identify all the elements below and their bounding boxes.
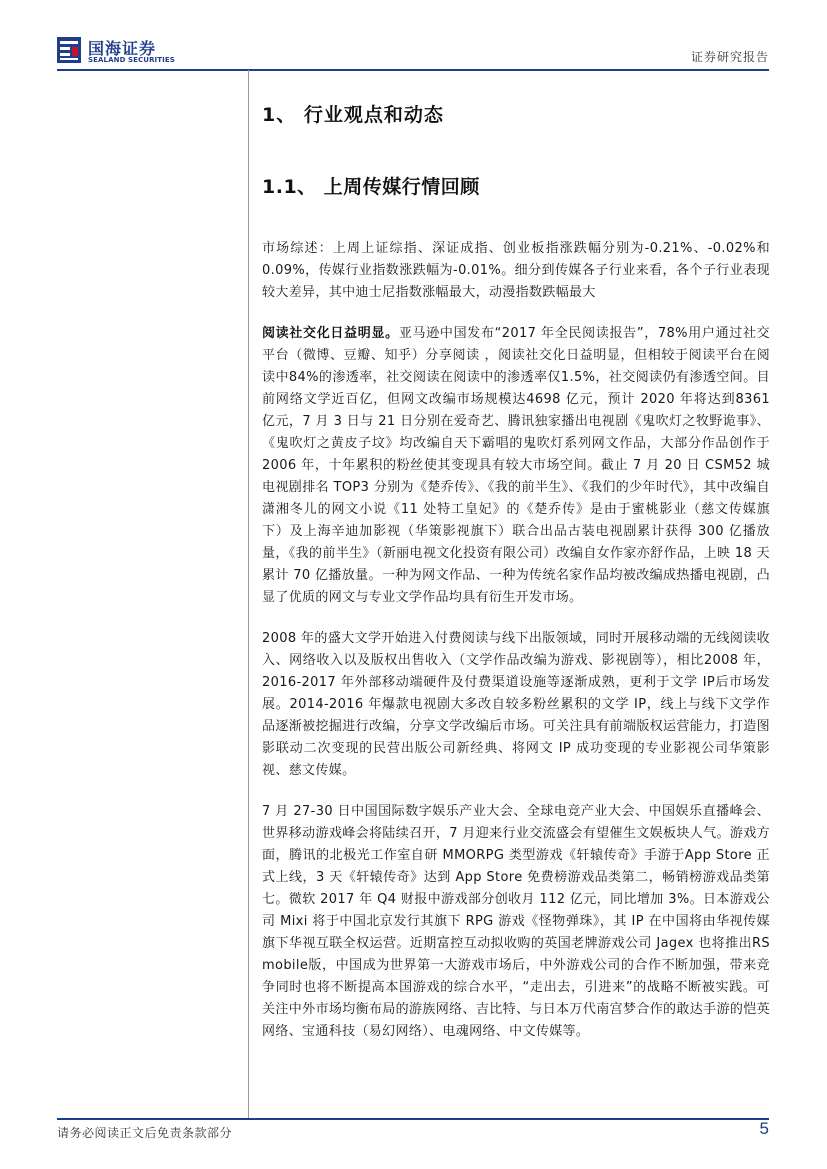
logo-en-text: SEALAND SECURITIES [88, 56, 175, 64]
gaming-paragraph: 7 月 27-30 日中国国际数字娱乐产业大会、全球电竞产业大会、中国娱乐直播峰会、世界移动游戏峰会将陆续召开，7 月迎来行业交流盛会有望催生文娱板块人气。游戏方面，腾讯的北极光工作室自研 MMORPG 类型游戏《轩辕传奇》手游于App Store 正式上线，3 天《轩辕传奇》达到 App Store 免费榜游戏品类第二，畅销榜游戏品类第七。微软 2017 年 Q4 财报中游戏部分创收月 112 亿元，同比增加 3%。日本游戏公司 Mixi 将于中国北京发行其旗下 RPG 游戏《怪物弹珠》，其 IP 在中国将由华视传媒旗下华视互联全权运营。近期富控互动拟收购的英国老牌游戏公司 Jagex 也将推出RS mobile版，中国成为世界第一大游戏市场后，中外游戏公司的合作不断加强，带来竞争同时也将不断提高本国游戏的综合水平，“走出去，引进来”的战略不断被实践。可关注中外市场均衡布局的游族网络、吉比特、与日本万代南宫梦合作的敢达手游的恺英网络、宝通科技（易幻网络）、电魂网络、中文传媒等。 [262, 804, 770, 1039]
report-type-label: 证券研究报告 [690, 50, 769, 64]
logo-cn-text: 国海证券 [88, 39, 157, 58]
paragraph-body: 亚马逊中国发布“2017 年全民阅读报告”，78%用户通过社交平台（微博、豆瓣、知乎）分享阅读 ，阅读社交化日益明显，但相较于阅读平台在阅读中84%的渗透率，社交阅读在阅读中的渗透率仅1.5%，社交阅读仍有渗透空间。目前网络文学近百亿，但网文改编市场规模达4698 亿元，预计 2020 年将达到8361 亿元，7 月 3 日与 21 日分别在爱奇艺、腾讯独家播出电视剧《鬼吹灯之牧野诡事》、《鬼吹灯之黄皮子坟》均改编自天下霸唱的鬼吹灯系列网文作品，大部分作品创作于 2006 年，十年累积的粉丝使其变现具有较大市场空间。截止 7 月 20 日 CSM52 城电视剧排名 TOP3 分别为《楚乔传》、《我的前半生》、《我们的少年时代》，其中改编自潇湘冬儿的网文小说《11 处特工皇妃》的《楚乔传》是由于蜜桃影业（慈文传媒旗下）及上海辛迪加影视（华策影视旗下）联合出品古装电视剧累计获得 300 亿播放量，《我的前半生》（新丽电视文化投资有限公司）改编自女作家亦舒作品，上映 18 天累计 70 亿播放量。一种为网文作品、一种为传统名家作品均被改编成热播电视剧，凸显了优质的网文与专业文学作品均具有衍生开发市场。 [262, 326, 770, 605]
sealand-logo-icon [57, 37, 81, 63]
sidebar-divider [248, 70, 249, 1119]
header-divider [57, 69, 769, 71]
main-content [262, 100, 770, 1043]
sealand-logo [57, 36, 192, 66]
page-number: 5 [759, 1119, 769, 1138]
paragraph-lead-bold: 阅读社交化日益明显。 [262, 326, 399, 341]
footer-divider [57, 1118, 769, 1120]
market-summary-paragraph: 市场综述：上周上证综指、深证成指、创业板指涨跌幅分别为-0.21%、-0.02%和0.09%，传媒行业指数涨跌幅为-0.01%。细分到传媒各子行业来看，各个子行业表现较大差异，其中迪士尼指数涨幅最大，动漫指数跌幅最大 [262, 241, 770, 300]
disclaimer-note: 请务必阅读正文后免责条款部分 [57, 1126, 233, 1140]
reading-social-paragraph [262, 323, 770, 609]
literature-ip-paragraph: 2008 年的盛大文学开始进入付费阅读与线下出版领域，同时开展移动端的无线阅读收入、网络收入以及版权出售收入（文学作品改编为游戏、影视剧等），相比2008 年，2016-2017 年外部移动端硬件及付费渠道设施等逐渐成熟，更利于文学 IP后市场发展。2014-2016 年爆款电视剧大多改自较多粉丝累积的文学 IP，线上与线下文学作品逐渐被挖掘进行改编，分享文学改编后市场。可关注具有前端版权运营能力，打造图影联动二次变现的民营出版公司新经典、将网文 IP 成功变现的专业影视公司华策影视、慈文传媒。 [262, 631, 770, 778]
subsection-title: 1.1、 上周传媒行情回顾 [262, 176, 480, 198]
section-title: 1、 行业观点和动态 [262, 104, 444, 126]
